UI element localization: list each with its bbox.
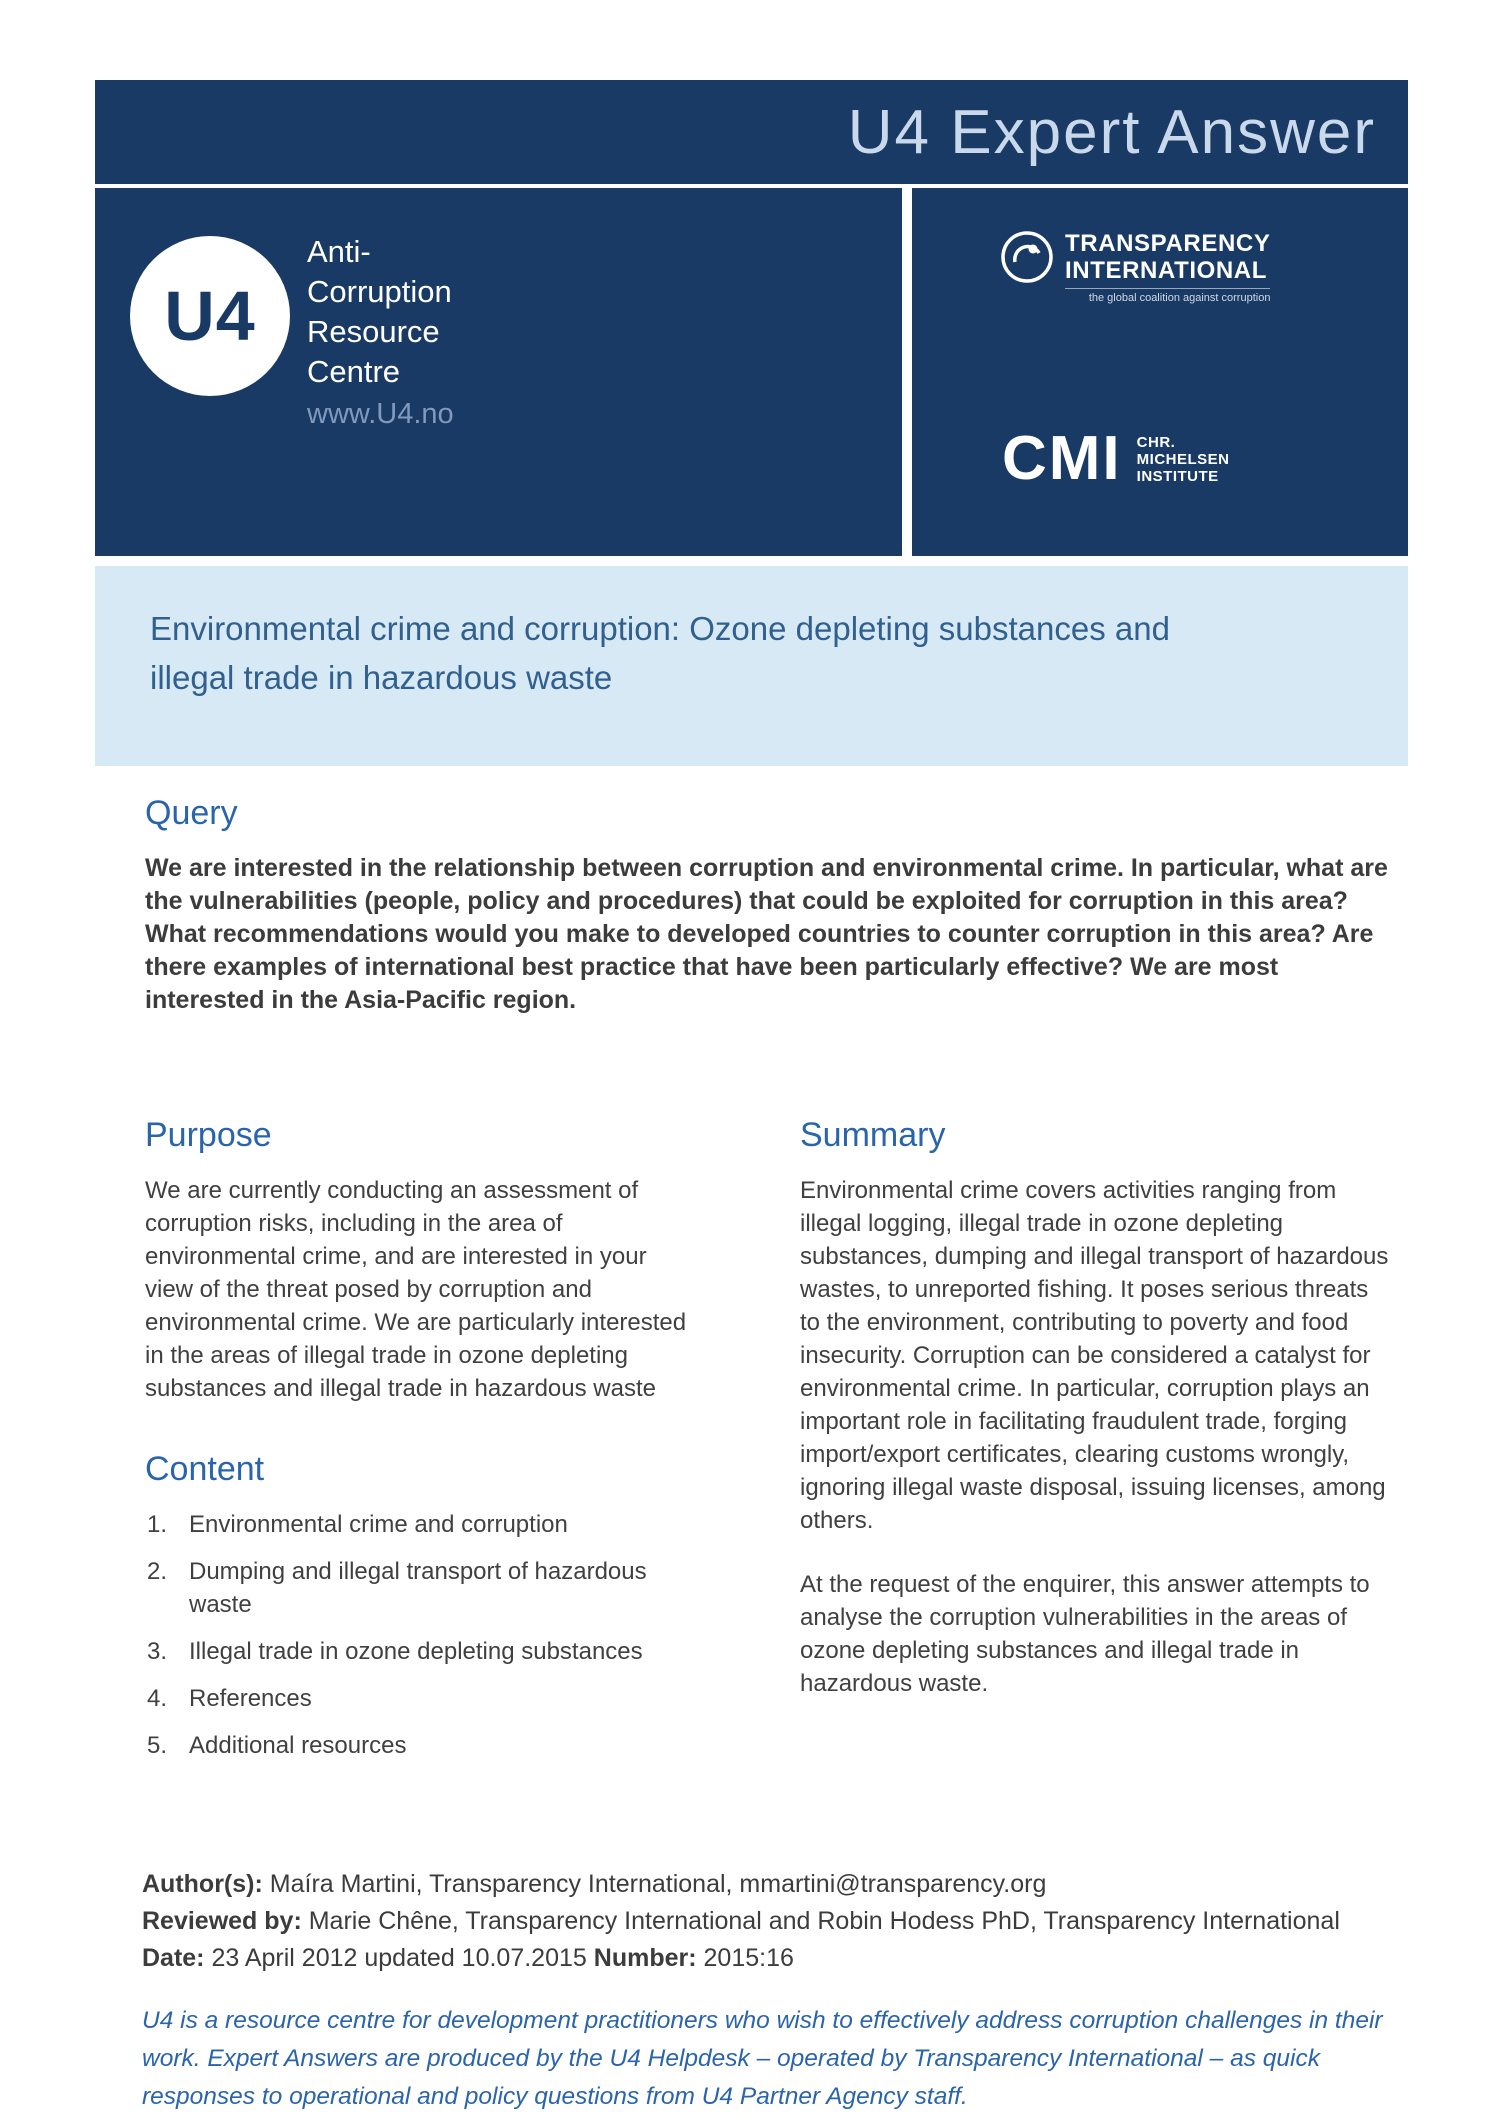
ti-text bbox=[1065, 230, 1270, 304]
u4-logo-notch-icon bbox=[253, 241, 286, 274]
u4-wordmark-line: Resource bbox=[307, 314, 440, 349]
number-label: Number: bbox=[593, 1944, 697, 1972]
summary-heading: Summary bbox=[800, 1116, 946, 1154]
date-value: 23 April 2012 updated 10.07.2015 bbox=[211, 1944, 587, 1972]
query-heading: Query bbox=[145, 794, 238, 832]
content-list-item: Environmental crime and corruption bbox=[189, 1511, 568, 1538]
purpose-heading: Purpose bbox=[145, 1116, 272, 1154]
content-list-item: Additional resources bbox=[189, 1732, 407, 1759]
cmi-logo bbox=[1002, 424, 1230, 493]
cmi-name-line: INSTITUTE bbox=[1136, 467, 1219, 485]
summary-paragraph-1: Environmental crime covers activities ranging from illegal logging, illegal trade in ozone depleting substances, dumping and illegal transport of hazardous wastes, to unreported fishing. It poses serious threats to the environment, contributing to poverty and food insecurity. Corruption can be considered a catalyst for environmental crime. In particular, corruption plays an important role in facilitating fraudulent trade, forging import/export certificates, clearing customs wrongly, ignoring illegal waste disposal, issuing licenses, among others. bbox=[800, 1177, 1389, 1534]
u4-wordmark bbox=[307, 232, 454, 434]
banner-title: U4 Expert Answer bbox=[847, 97, 1376, 167]
u4-url: www.U4.no bbox=[307, 398, 454, 430]
content-list bbox=[145, 1508, 690, 1776]
authors-value: Maíra Martini, Transparency International, mmartini@transparency.org bbox=[269, 1870, 1047, 1898]
u4-monogram: U4 bbox=[164, 277, 256, 355]
u4-wordmark-line: Corruption bbox=[307, 274, 452, 309]
reviewed-label: Reviewed by: bbox=[142, 1907, 302, 1935]
content-heading: Content bbox=[145, 1450, 265, 1488]
ti-name-line2: INTERNATIONAL bbox=[1065, 257, 1268, 284]
document-title: Environmental crime and corruption: Ozone depleting substances and illegal trade in hazardous waste bbox=[150, 610, 1170, 696]
u4-wordmark-line: Anti- bbox=[307, 234, 371, 269]
date-label: Date: bbox=[142, 1944, 205, 1972]
transparency-international-logo bbox=[1000, 230, 1270, 304]
reviewed-line bbox=[142, 1903, 1422, 1940]
content-list-item: Dumping and illegal transport of hazardous waste bbox=[189, 1558, 647, 1618]
reviewed-value: Marie Chêne, Transparency International and Robin Hodess PhD, Transparency International bbox=[308, 1907, 1340, 1935]
purpose-text: We are currently conducting an assessment of corruption risks, including in the area of environmental crime, and are interested in your view of the threat posed by corruption and environmental crime. We are particularly interested in the areas of illegal trade in ozone depleting substances and illegal trade in hazardous waste bbox=[145, 1177, 687, 1402]
query-text: We are interested in the relationship between corruption and environmental crime. In particular, what are the vulnerabilities (people, policy and procedures) that could be exploited for corruption in this area? What recommendations would you make to developed countries to counter corruption in this area? Are there examples of international best practice that have been particularly effective? We are most interested in the Asia-Pacific region. bbox=[145, 854, 1388, 1014]
top-banner bbox=[95, 80, 1408, 184]
ti-name-line1: TRANSPARENCY bbox=[1065, 230, 1271, 257]
date-line bbox=[142, 1940, 1422, 1977]
cmi-name-line: MICHELSEN bbox=[1136, 450, 1230, 468]
ti-globe-icon bbox=[1000, 230, 1054, 284]
cmi-name-line: CHR. bbox=[1136, 433, 1176, 451]
u4-panel bbox=[95, 188, 902, 556]
authors-line bbox=[142, 1866, 1422, 1903]
u4-logo bbox=[130, 236, 290, 396]
summary-paragraph-2: At the request of the enquirer, this answer attempts to analyse the corruption vulnerabilities in the areas of ozone depleting substances and illegal trade in hazardous waste. bbox=[800, 1571, 1370, 1697]
content-list-item: Illegal trade in ozone depleting substances bbox=[189, 1638, 643, 1665]
cmi-name bbox=[1137, 434, 1230, 485]
authors-label: Author(s): bbox=[142, 1870, 263, 1898]
number-value: 2015:16 bbox=[703, 1944, 794, 1972]
meta-block bbox=[142, 1866, 1422, 1977]
cmi-abbr: CMI bbox=[1002, 424, 1122, 493]
footer-note: U4 is a resource centre for development practitioners who wish to effectively address corruption challenges in their work. Expert Answers are produced by the U4 Helpdesk – operated by Transparency International – as quick responses to operational and policy questions from U4 Partner Agency staff. bbox=[142, 2007, 1383, 2110]
content-list-item: References bbox=[189, 1685, 312, 1712]
u4-wordmark-line: Centre bbox=[307, 354, 401, 389]
ti-tagline: the global coalition against corruption bbox=[1065, 288, 1270, 304]
partner-logos-panel bbox=[912, 188, 1408, 556]
title-band bbox=[95, 566, 1408, 766]
